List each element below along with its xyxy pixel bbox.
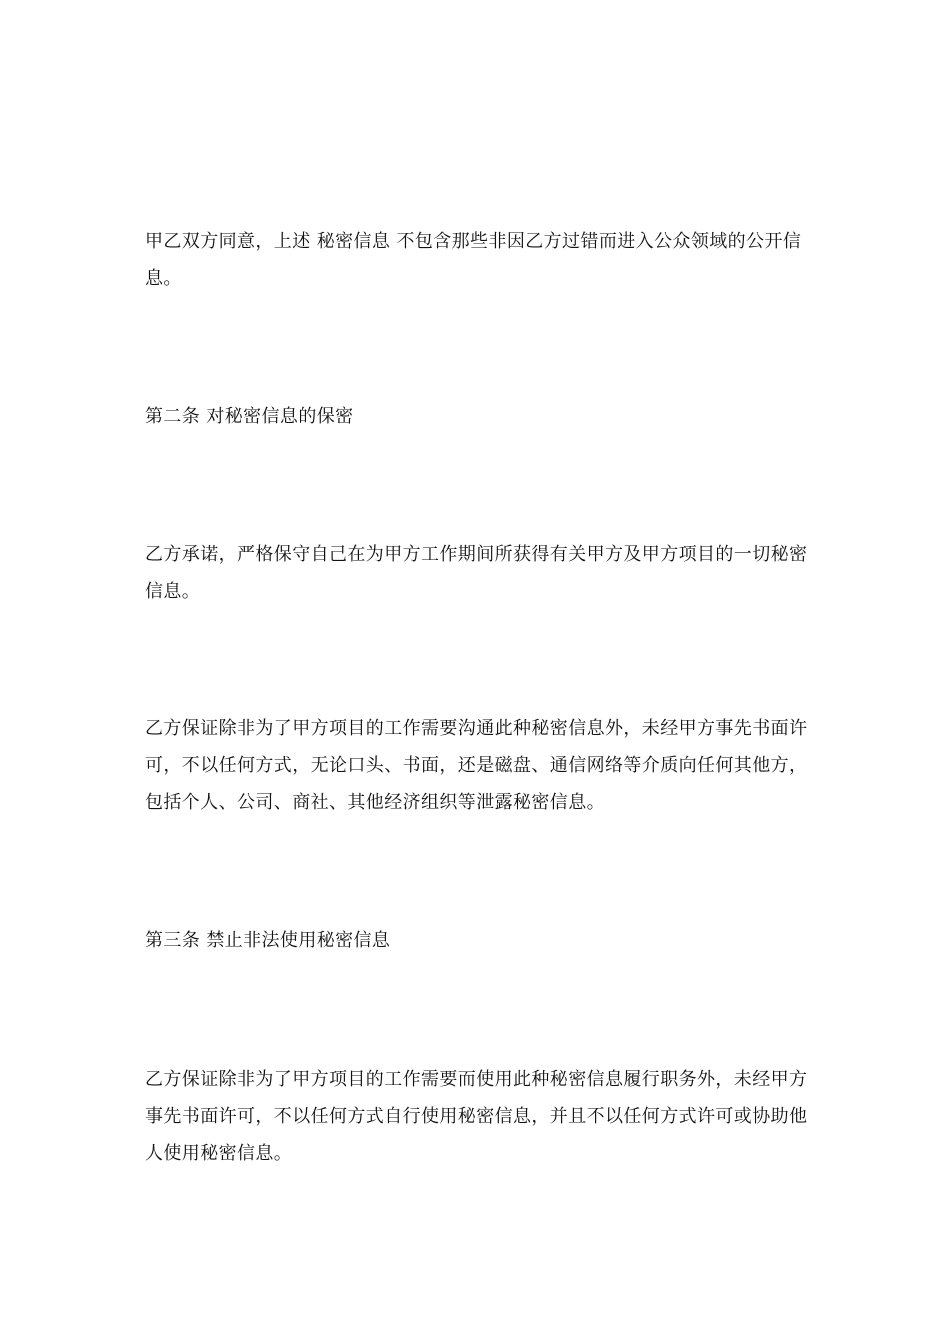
paragraph-confidentiality-promise: 乙方承诺，严格保守自己在为甲方工作期间所获得有关甲方及甲方项目的一切秘密信息。: [145, 544, 808, 602]
paragraph-public-info-exclusion: 甲乙双方同意，上述 秘密信息 不包含那些非因乙方过错而进入公众领域的公开信息。: [145, 231, 802, 289]
paragraph-no-illegal-use: 乙方保证除非为了甲方项目的工作需要而使用此种秘密信息履行职务外，未经甲方事先书面许可，不以任何方式自行使用秘密信息，并且不以任何方式许可或协助他人使用秘密信息。: [145, 1069, 808, 1164]
paragraph-non-disclosure-guarantee: 乙方保证除非为了甲方项目的工作需要沟通此种秘密信息外，未经甲方事先书面许可，不以任何方式，无论口头、书面，还是磁盘、通信网络等介质向任何其他方，包括个人、公司、商社、其他经济组织等泄露秘密信息。: [145, 718, 808, 813]
article-2-heading: 第二条 对秘密信息的保密: [145, 406, 354, 427]
article-3-heading: 第三条 禁止非法使用秘密信息: [145, 930, 391, 951]
